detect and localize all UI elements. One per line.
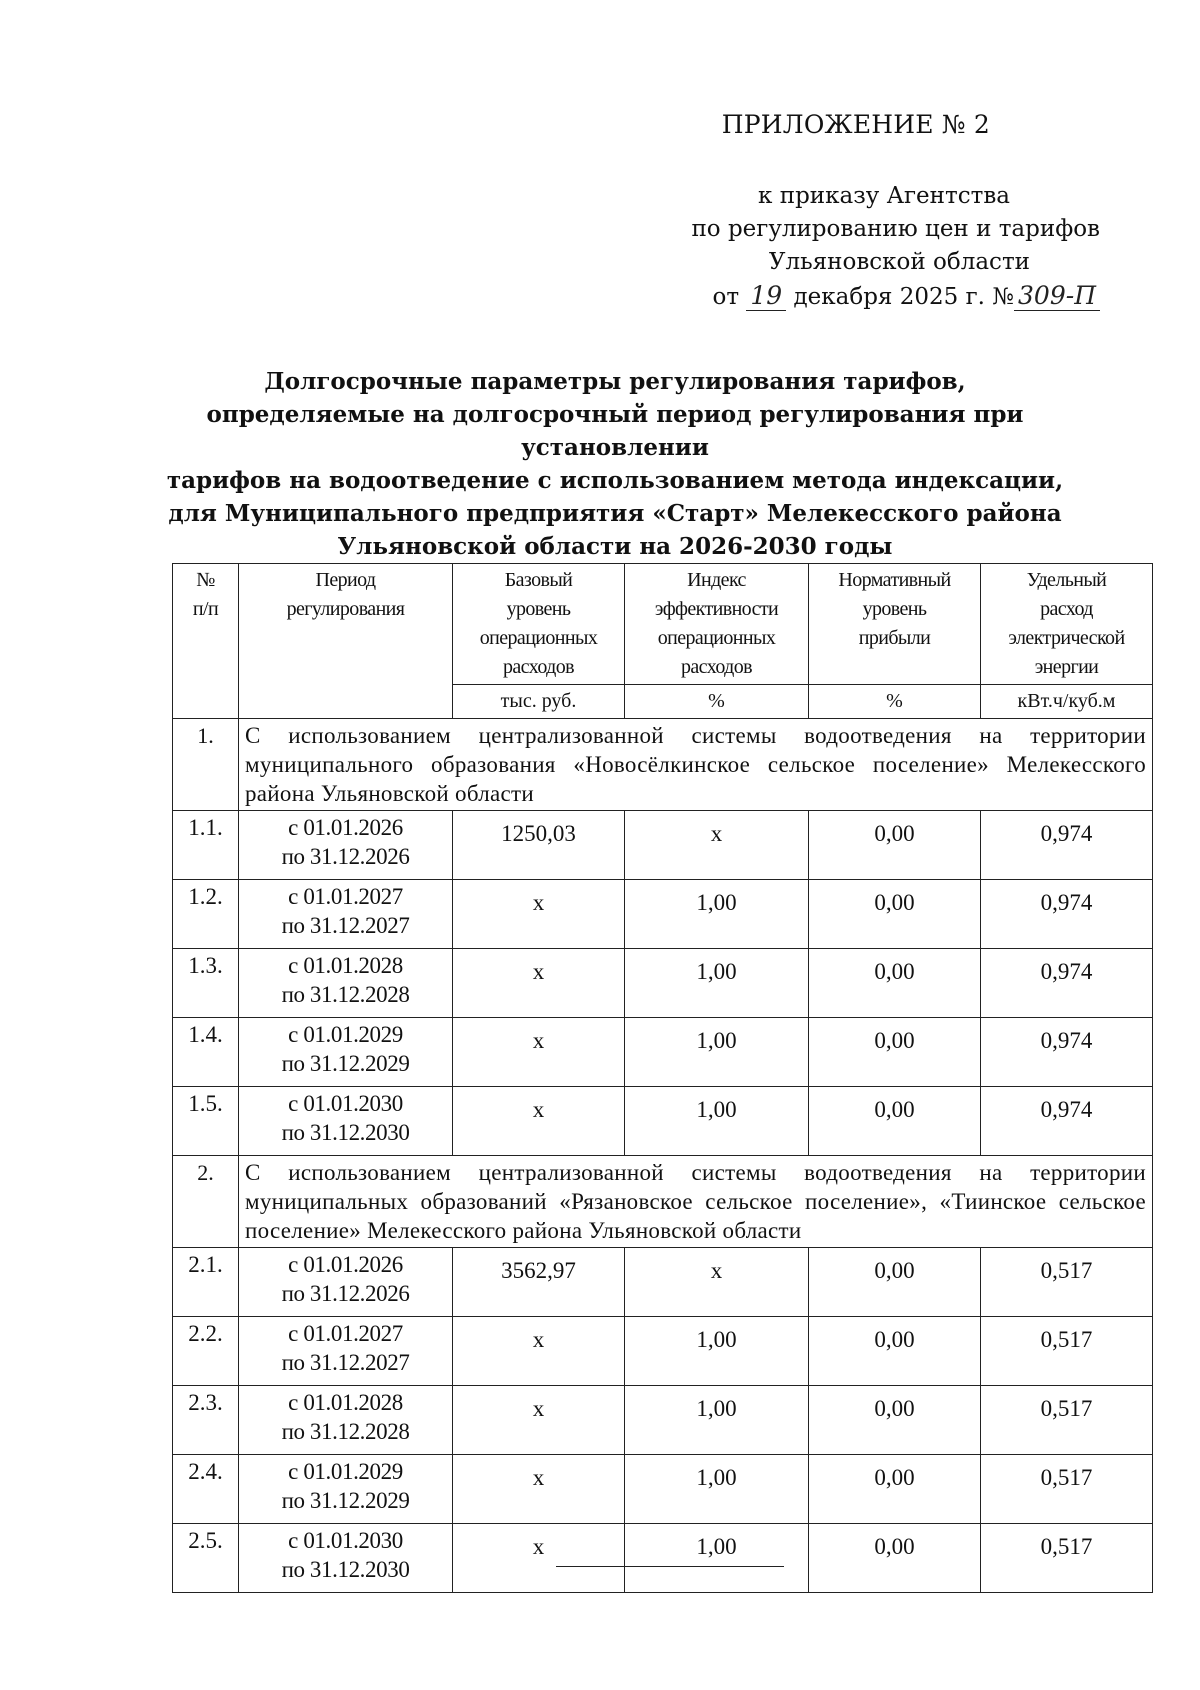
- title-line: определяемые на долгосрочный период регулирования при установлении: [206, 401, 1024, 461]
- order-line-2: по регулированию цен и тарифов: [691, 216, 1100, 242]
- table-row: [173, 1524, 1153, 1593]
- period-from: с 01.01.2029: [288, 1459, 403, 1484]
- title-line: Ульяновской области на 2026-2030 годы: [337, 533, 893, 560]
- row-number: 1.5.: [173, 1087, 239, 1156]
- column-header-line: операционных: [479, 627, 598, 649]
- base-opex-cell: 3562,97: [453, 1248, 625, 1317]
- column-header: [809, 564, 981, 685]
- table-row: [173, 1087, 1153, 1156]
- parameters-table: [172, 563, 1153, 1593]
- efficiency-index-cell: 1,00: [625, 1018, 809, 1087]
- profit-level-cell: 0,00: [809, 811, 981, 880]
- energy-consumption-cell: 0,517: [981, 1317, 1153, 1386]
- table-row: [173, 1317, 1153, 1386]
- table-row: [173, 811, 1153, 880]
- row-number: 2.2.: [173, 1317, 239, 1386]
- efficiency-index-cell: 1,00: [625, 949, 809, 1018]
- column-header: [239, 564, 453, 719]
- period-to: по 31.12.2027: [281, 1350, 410, 1375]
- row-number: 2.4.: [173, 1455, 239, 1524]
- period-to: по 31.12.2026: [281, 1281, 410, 1306]
- period-from: с 01.01.2028: [288, 1390, 403, 1415]
- period-cell: [239, 949, 453, 1018]
- period-cell: [239, 1248, 453, 1317]
- column-header-line: Нормативный: [838, 569, 951, 591]
- column-header-line: эффективности: [654, 598, 779, 620]
- column-header: [625, 564, 809, 685]
- column-header-line: Период: [315, 569, 376, 591]
- period-to: по 31.12.2030: [281, 1557, 410, 1582]
- order-reference: [560, 180, 1100, 314]
- section-description: С использованием централизованной системы водоотведения на территории муниципальных образований «Рязановское сельское поселение», «Тиинское сельское поселение» Мелекесского района Ульяновской области: [239, 1156, 1153, 1248]
- efficiency-index-cell: х: [625, 1248, 809, 1317]
- energy-consumption-cell: 0,517: [981, 1248, 1153, 1317]
- energy-consumption-cell: 0,517: [981, 1386, 1153, 1455]
- period-from: с 01.01.2029: [288, 1022, 403, 1047]
- period-cell: [239, 1524, 453, 1593]
- period-cell: [239, 1018, 453, 1087]
- energy-consumption-cell: 0,974: [981, 880, 1153, 949]
- section-description: С использованием централизованной системы водоотведения на территории муниципального образования «Новосёлкинское сельское поселение» Мелекесского района Ульяновской области: [239, 719, 1153, 811]
- title-line: Долгосрочные параметры регулирования тарифов,: [264, 368, 966, 395]
- period-cell: [239, 1455, 453, 1524]
- table-row: [173, 1386, 1153, 1455]
- energy-consumption-cell: 0,517: [981, 1455, 1153, 1524]
- period-to: по 31.12.2027: [281, 913, 410, 938]
- profit-level-cell: 0,00: [809, 1524, 981, 1593]
- period-from: с 01.01.2028: [288, 953, 403, 978]
- efficiency-index-cell: 1,00: [625, 1524, 809, 1593]
- base-opex-cell: х: [453, 1087, 625, 1156]
- period-from: с 01.01.2026: [288, 815, 403, 840]
- column-header-line: уровень: [862, 598, 927, 620]
- profit-level-cell: 0,00: [809, 1455, 981, 1524]
- title-line: тарифов на водоотведение с использованием метода индексации,: [166, 467, 1064, 494]
- document-title: [150, 365, 1080, 563]
- handwritten-day: 19: [746, 281, 786, 311]
- column-header-line: Базовый: [504, 569, 573, 591]
- period-cell: [239, 1087, 453, 1156]
- order-date-line: [560, 279, 1100, 314]
- period-to: по 31.12.2028: [281, 1419, 410, 1444]
- row-number: 2.3.: [173, 1386, 239, 1455]
- section-row: [173, 719, 1153, 811]
- base-opex-cell: х: [453, 1455, 625, 1524]
- period-to: по 31.12.2029: [281, 1051, 410, 1076]
- profit-level-cell: 0,00: [809, 880, 981, 949]
- column-header: [981, 564, 1153, 685]
- period-from: с 01.01.2027: [288, 884, 403, 909]
- period-to: по 31.12.2029: [281, 1488, 410, 1513]
- table-row: [173, 1018, 1153, 1087]
- base-opex-cell: 1250,03: [453, 811, 625, 880]
- column-header-line: п/п: [192, 598, 219, 620]
- energy-consumption-cell: 0,974: [981, 1087, 1153, 1156]
- base-opex-cell: х: [453, 1317, 625, 1386]
- energy-consumption-cell: 0,974: [981, 811, 1153, 880]
- profit-level-cell: 0,00: [809, 949, 981, 1018]
- efficiency-index-cell: 1,00: [625, 1087, 809, 1156]
- profit-level-cell: 0,00: [809, 1087, 981, 1156]
- handwritten-order-number: 309-П: [1014, 281, 1100, 311]
- energy-consumption-cell: 0,974: [981, 949, 1153, 1018]
- efficiency-index-cell: 1,00: [625, 880, 809, 949]
- efficiency-index-cell: 1,00: [625, 1455, 809, 1524]
- column-header-line: уровень: [506, 598, 571, 620]
- period-to: по 31.12.2028: [281, 982, 410, 1007]
- table-row: [173, 1248, 1153, 1317]
- table-header-row: [173, 564, 1153, 685]
- column-header-line: Индекс: [687, 569, 746, 591]
- energy-consumption-cell: 0,974: [981, 1018, 1153, 1087]
- period-to: по 31.12.2030: [281, 1120, 410, 1145]
- row-number: 1.1.: [173, 811, 239, 880]
- column-header-line: №: [196, 569, 215, 591]
- title-line: для Муниципального предприятия «Старт» Мелекесского района: [168, 500, 1062, 527]
- section-number: 2.: [173, 1156, 239, 1248]
- row-number: 1.3.: [173, 949, 239, 1018]
- row-number: 1.2.: [173, 880, 239, 949]
- period-to: по 31.12.2026: [281, 844, 410, 869]
- column-header-line: расходов: [681, 656, 752, 678]
- appendix-title: ПРИЛОЖЕНИЕ № 2: [721, 110, 990, 139]
- table-row: [173, 1455, 1153, 1524]
- column-header-line: расходов: [503, 656, 574, 678]
- column-unit: тыс. руб.: [453, 685, 625, 719]
- profit-level-cell: 0,00: [809, 1317, 981, 1386]
- column-header-line: прибыли: [858, 627, 931, 649]
- period-from: с 01.01.2027: [288, 1321, 403, 1346]
- row-number: 2.1.: [173, 1248, 239, 1317]
- column-unit: %: [809, 685, 981, 719]
- table-row: [173, 880, 1153, 949]
- column-header-line: электрической: [1008, 627, 1125, 649]
- base-opex-cell: х: [453, 949, 625, 1018]
- base-opex-cell: х: [453, 880, 625, 949]
- base-opex-cell: х: [453, 1524, 625, 1593]
- section-number: 1.: [173, 719, 239, 811]
- column-header-line: операционных: [657, 627, 776, 649]
- period-cell: [239, 1386, 453, 1455]
- period-from: с 01.01.2026: [288, 1252, 403, 1277]
- column-header-line: Удельный: [1026, 569, 1107, 591]
- base-opex-cell: х: [453, 1018, 625, 1087]
- column-unit: кВт.ч/куб.м: [981, 685, 1153, 719]
- date-prefix: от: [712, 284, 740, 310]
- profit-level-cell: 0,00: [809, 1386, 981, 1455]
- profit-level-cell: 0,00: [809, 1248, 981, 1317]
- order-line-3: Ульяновской области: [768, 249, 1030, 275]
- column-header-line: регулирования: [286, 598, 405, 620]
- efficiency-index-cell: 1,00: [625, 1317, 809, 1386]
- profit-level-cell: 0,00: [809, 1018, 981, 1087]
- efficiency-index-cell: 1,00: [625, 1386, 809, 1455]
- period-cell: [239, 1317, 453, 1386]
- section-row: [173, 1156, 1153, 1248]
- base-opex-cell: х: [453, 1386, 625, 1455]
- row-number: 2.5.: [173, 1524, 239, 1593]
- column-header-line: расход: [1040, 598, 1093, 620]
- order-line-1: к приказу Агентства: [758, 183, 1010, 209]
- column-header-line: энергии: [1034, 656, 1099, 678]
- period-from: с 01.01.2030: [288, 1091, 403, 1116]
- column-header: [173, 564, 239, 719]
- column-unit: %: [625, 685, 809, 719]
- row-number: 1.4.: [173, 1018, 239, 1087]
- efficiency-index-cell: х: [625, 811, 809, 880]
- date-text: декабря 2025 г. №: [793, 284, 1015, 310]
- period-from: с 01.01.2030: [288, 1528, 403, 1553]
- period-cell: [239, 811, 453, 880]
- end-divider: [556, 1566, 784, 1567]
- table-row: [173, 949, 1153, 1018]
- period-cell: [239, 880, 453, 949]
- energy-consumption-cell: 0,517: [981, 1524, 1153, 1593]
- column-header: [453, 564, 625, 685]
